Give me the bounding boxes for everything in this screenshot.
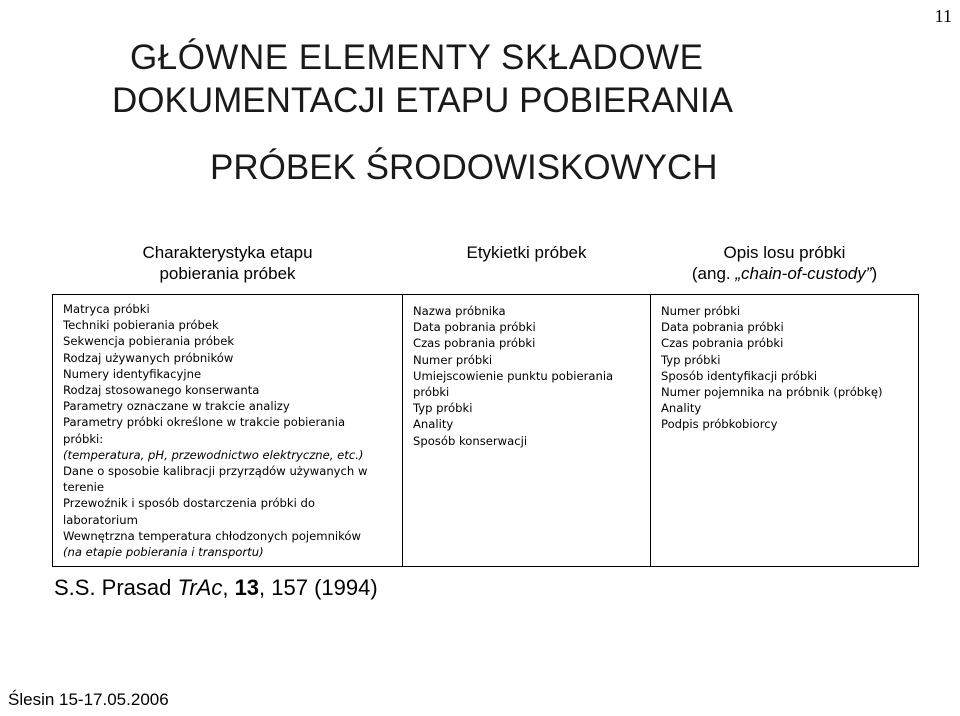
list-item: Numer pojemnika na próbnik (próbkę) xyxy=(661,385,883,400)
list-item: terenie xyxy=(63,480,105,495)
list-item: Sposób konserwacji xyxy=(413,433,528,448)
list-item: Typ próbki xyxy=(413,401,473,416)
list-item: próbki xyxy=(413,385,450,400)
list-item: Techniki pobierania próbek xyxy=(63,318,219,333)
title-line-2: DOKUMENTACJI ETAPU POBIERANIA xyxy=(112,81,734,120)
list-item: Czas pobrania próbki xyxy=(661,336,784,351)
sampling-stage-cell xyxy=(53,295,403,567)
list-item: Umiejscowienie punktu pobierania xyxy=(413,368,614,383)
reference-journal: TrAc xyxy=(177,575,223,600)
list-item: Data pobrania próbki xyxy=(661,320,784,335)
list-item: Anality xyxy=(413,417,454,432)
list-item: Sekwencja pobierania próbek xyxy=(63,334,235,349)
header-sample-labels xyxy=(403,236,651,295)
documentation-table xyxy=(52,236,919,567)
list-item: Czas pobrania próbki xyxy=(413,336,536,351)
reference-authors: S.S. Prasad xyxy=(54,575,178,600)
title-line-3: PRÓBEK ŚRODOWISKOWYCH xyxy=(210,148,718,187)
list-item: Numer próbki xyxy=(661,304,741,318)
table-body-row xyxy=(53,295,919,567)
list-item: Matryca próbki xyxy=(63,302,150,316)
list-item: Data pobrania próbki xyxy=(413,320,536,335)
list-item: Wewnętrzna temperatura chłodzonych pojemników xyxy=(63,528,362,543)
header-text: pobierania próbek xyxy=(159,264,296,283)
header-text: Opis losu próbki xyxy=(723,243,846,262)
reference-pages-year: , 157 (1994) xyxy=(259,575,378,600)
header-text-prefix: (ang. xyxy=(691,264,736,283)
table-header-row xyxy=(53,236,919,295)
list-item: (temperatura, pH, przewodnictwo elektryczne, etc.) xyxy=(63,447,364,462)
header-text-suffix: ) xyxy=(871,264,878,283)
reference-volume: 13 xyxy=(234,575,260,600)
chain-of-custody-list xyxy=(661,303,908,433)
list-item: Numer próbki xyxy=(413,352,493,367)
sample-labels-list xyxy=(413,303,640,449)
list-item: Typ próbki xyxy=(661,352,721,367)
page-title xyxy=(112,36,930,189)
list-item: Przewoźnik i sposób dostarczenia próbki do xyxy=(63,496,315,511)
sampling-stage-list xyxy=(63,301,392,560)
header-text-italic: „chain-of-custody” xyxy=(735,264,872,283)
page-number: 11 xyxy=(934,6,952,26)
chain-of-custody-cell xyxy=(651,295,919,567)
list-item: laboratorium xyxy=(63,512,138,527)
title-line-1: GŁÓWNE ELEMENTY SKŁADOWE xyxy=(130,38,704,77)
header-chain-of-custody xyxy=(651,236,919,295)
literature-reference xyxy=(54,575,378,601)
header-sampling-stage xyxy=(53,236,403,295)
list-item: Parametry próbki określone w trakcie pobierania xyxy=(63,415,346,430)
list-item: próbki: xyxy=(63,431,104,446)
header-text: Etykietki próbek xyxy=(466,243,587,262)
header-text xyxy=(651,263,919,284)
list-item: Parametry oznaczane w trakcie analizy xyxy=(63,399,290,414)
list-item: Dane o sposobie kalibracji przyrządów używanych w xyxy=(63,464,368,479)
header-text: Charakterystyka etapu xyxy=(142,243,313,262)
list-item: Podpis próbkobiorcy xyxy=(661,417,778,432)
list-item: Numery identyfikacyjne xyxy=(63,366,202,381)
list-item: Rodzaj używanych próbników xyxy=(63,350,234,365)
list-item: Anality xyxy=(661,401,702,416)
reference-separator: , xyxy=(222,575,235,600)
footer-location-date: Ślesin 15-17.05.2006 xyxy=(8,690,169,709)
sample-labels-cell xyxy=(403,295,651,567)
list-item: Nazwa próbnika xyxy=(413,304,506,318)
list-item: Rodzaj stosowanego konserwanta xyxy=(63,383,260,398)
list-item: (na etapie pobierania i transportu) xyxy=(63,545,264,560)
list-item: Sposób identyfikacji próbki xyxy=(661,368,818,383)
